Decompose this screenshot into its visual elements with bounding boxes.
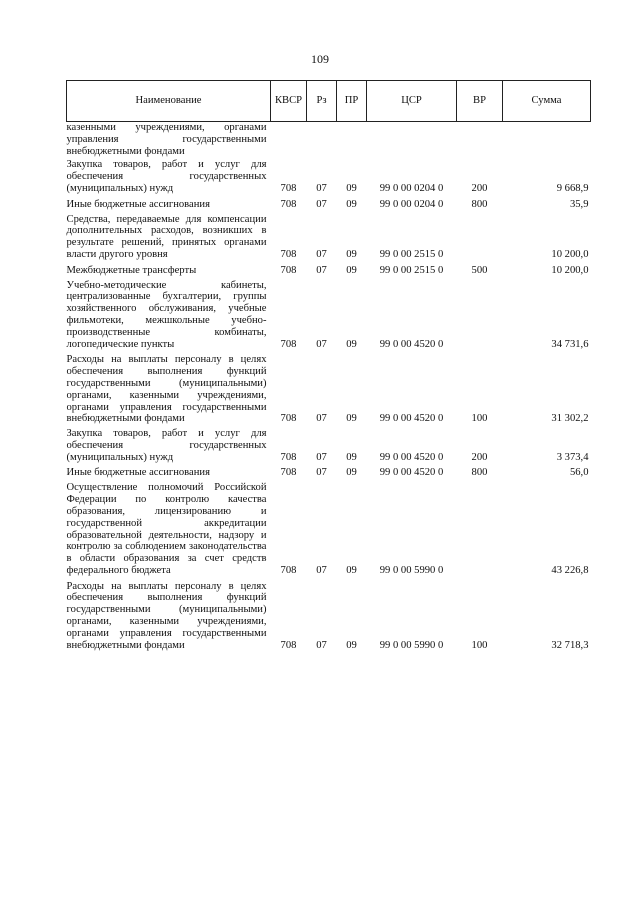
cell-csr: 99 0 00 4520 0 xyxy=(379,338,444,350)
cell-kvsr: 708 xyxy=(280,264,297,276)
cell-pr: 09 xyxy=(346,466,357,478)
cell-name: Осуществление полномочий Российской Федерации по контролю качества образования, лицензированию и государственной аккредитации образовательной деятельности, надзору и контролю за соблюдением законодательства в области образования за счет средств федерального бюджета xyxy=(66,482,267,576)
page-number: 109 xyxy=(311,52,329,66)
cell-kvsr: 708 xyxy=(280,639,297,651)
cell-csr: 99 0 00 4520 0 xyxy=(379,466,444,478)
table-row xyxy=(67,122,591,160)
cell-sum: 3 373,4 xyxy=(556,451,589,463)
table-row xyxy=(67,581,591,652)
cell-vr: 800 xyxy=(471,198,488,210)
cell-name: Расходы на выплаты персоналу в целях обеспечения выполнения функций государственными (муниципальными) органами, казенными учреждениями, органами управления государственными внебюджетными фондами xyxy=(66,580,267,651)
cell-csr: 99 0 00 0204 0 xyxy=(379,182,444,194)
header-kvsr: КВСР xyxy=(271,81,307,122)
cell-csr: 99 0 00 2515 0 xyxy=(379,248,444,260)
cell-rz: 07 xyxy=(316,338,327,350)
cell-sum: 10 200,0 xyxy=(551,248,589,260)
cell-rz: 07 xyxy=(316,564,327,576)
cell-name: Средства, передаваемые для компенсации дополнительных расходов, возникших в результате решений, принятых органами власти другого уровня xyxy=(66,213,267,260)
cell-csr: 99 0 00 5990 0 xyxy=(379,564,444,576)
cell-csr: 99 0 00 4520 0 xyxy=(379,413,444,425)
cell-name: Закупка товаров, работ и услуг для обеспечения государственных (муниципальных) нужд xyxy=(66,159,267,194)
cell-kvsr: 708 xyxy=(280,182,297,194)
header-vr: ВР xyxy=(457,81,503,122)
cell-pr: 09 xyxy=(346,182,357,194)
cell-rz: 07 xyxy=(316,182,327,194)
cell-sum: 56,0 xyxy=(569,466,589,478)
cell-vr xyxy=(457,214,503,265)
cell-csr: 99 0 00 5990 0 xyxy=(379,639,444,651)
table-row xyxy=(67,199,591,214)
cell-csr: 99 0 00 0204 0 xyxy=(379,198,444,210)
cell-kvsr: 708 xyxy=(280,248,297,260)
cell-rz: 07 xyxy=(316,264,327,276)
table-header xyxy=(67,81,591,122)
cell-csr xyxy=(367,122,457,160)
cell-name: Закупка товаров, работ и услуг для обеспечения государственных (муниципальных) нужд xyxy=(66,428,267,463)
cell-vr: 800 xyxy=(471,466,488,478)
cell-pr xyxy=(337,122,367,160)
cell-vr xyxy=(457,482,503,580)
cell-sum: 34 731,6 xyxy=(551,338,589,350)
cell-name: Иные бюджетные ассигнования xyxy=(66,466,210,478)
cell-sum: 43 226,8 xyxy=(551,564,589,576)
cell-kvsr: 708 xyxy=(280,466,297,478)
cell-rz xyxy=(307,122,337,160)
cell-pr: 09 xyxy=(346,639,357,651)
cell-rz: 07 xyxy=(316,198,327,210)
cell-name: казенными учреждениями, органами управления государственными внебюджетными фондами xyxy=(66,122,267,157)
cell-kvsr: 708 xyxy=(280,338,297,350)
cell-sum: 31 302,2 xyxy=(551,413,589,425)
table-row xyxy=(67,428,591,466)
cell-csr: 99 0 00 4520 0 xyxy=(379,451,444,463)
cell-vr: 200 xyxy=(471,182,488,194)
header-name: Наименование xyxy=(67,81,271,122)
cell-pr: 09 xyxy=(346,198,357,210)
table-row xyxy=(67,354,591,428)
header-sum: Сумма xyxy=(503,81,591,122)
table-row xyxy=(67,159,591,198)
table-row xyxy=(67,214,591,265)
cell-sum: 10 200,0 xyxy=(551,264,589,276)
cell-rz: 07 xyxy=(316,639,327,651)
cell-pr: 09 xyxy=(346,564,357,576)
cell-rz: 07 xyxy=(316,248,327,260)
cell-vr: 100 xyxy=(471,413,488,425)
cell-rz: 07 xyxy=(316,451,327,463)
cell-kvsr: 708 xyxy=(280,198,297,210)
cell-pr: 09 xyxy=(346,338,357,350)
cell-vr xyxy=(457,280,503,355)
cell-kvsr: 708 xyxy=(280,413,297,425)
cell-name: Иные бюджетные ассигнования xyxy=(66,198,210,210)
table-row xyxy=(67,280,591,355)
table-body xyxy=(67,122,591,652)
header-rz: Рз xyxy=(307,81,337,122)
header-csr: ЦСР xyxy=(367,81,457,122)
table-row xyxy=(67,482,591,580)
cell-pr: 09 xyxy=(346,413,357,425)
header-pr: ПР xyxy=(337,81,367,122)
cell-vr xyxy=(457,122,503,160)
cell-sum xyxy=(503,122,591,160)
cell-csr: 99 0 00 2515 0 xyxy=(379,264,444,276)
cell-sum: 35,9 xyxy=(569,198,589,210)
cell-sum: 9 668,9 xyxy=(556,182,589,194)
cell-name: Учебно-методические кабинеты, централизованные бухгалтерии, группы хозяйственного обслуживания, учебные фильмотеки, межшкольные учебно-производственные комбинаты, логопедические пункты xyxy=(66,279,267,350)
cell-kvsr: 708 xyxy=(280,451,297,463)
cell-vr: 500 xyxy=(471,264,488,276)
cell-pr: 09 xyxy=(346,264,357,276)
budget-table xyxy=(66,80,591,651)
cell-kvsr: 708 xyxy=(280,564,297,576)
cell-vr: 100 xyxy=(471,639,488,651)
cell-vr: 200 xyxy=(471,451,488,463)
cell-name: Расходы на выплаты персоналу в целях обеспечения выполнения функций государственными (муниципальными) органами, казенными учреждениями, органами управления государственными внебюджетными фондами xyxy=(66,354,267,425)
table-row xyxy=(67,467,591,483)
cell-rz: 07 xyxy=(316,413,327,425)
cell-pr: 09 xyxy=(346,451,357,463)
table-row xyxy=(67,265,591,280)
cell-kvsr xyxy=(271,122,307,160)
cell-rz: 07 xyxy=(316,466,327,478)
cell-name: Межбюджетные трансферты xyxy=(66,264,197,276)
cell-pr: 09 xyxy=(346,248,357,260)
cell-sum: 32 718,3 xyxy=(551,639,589,651)
